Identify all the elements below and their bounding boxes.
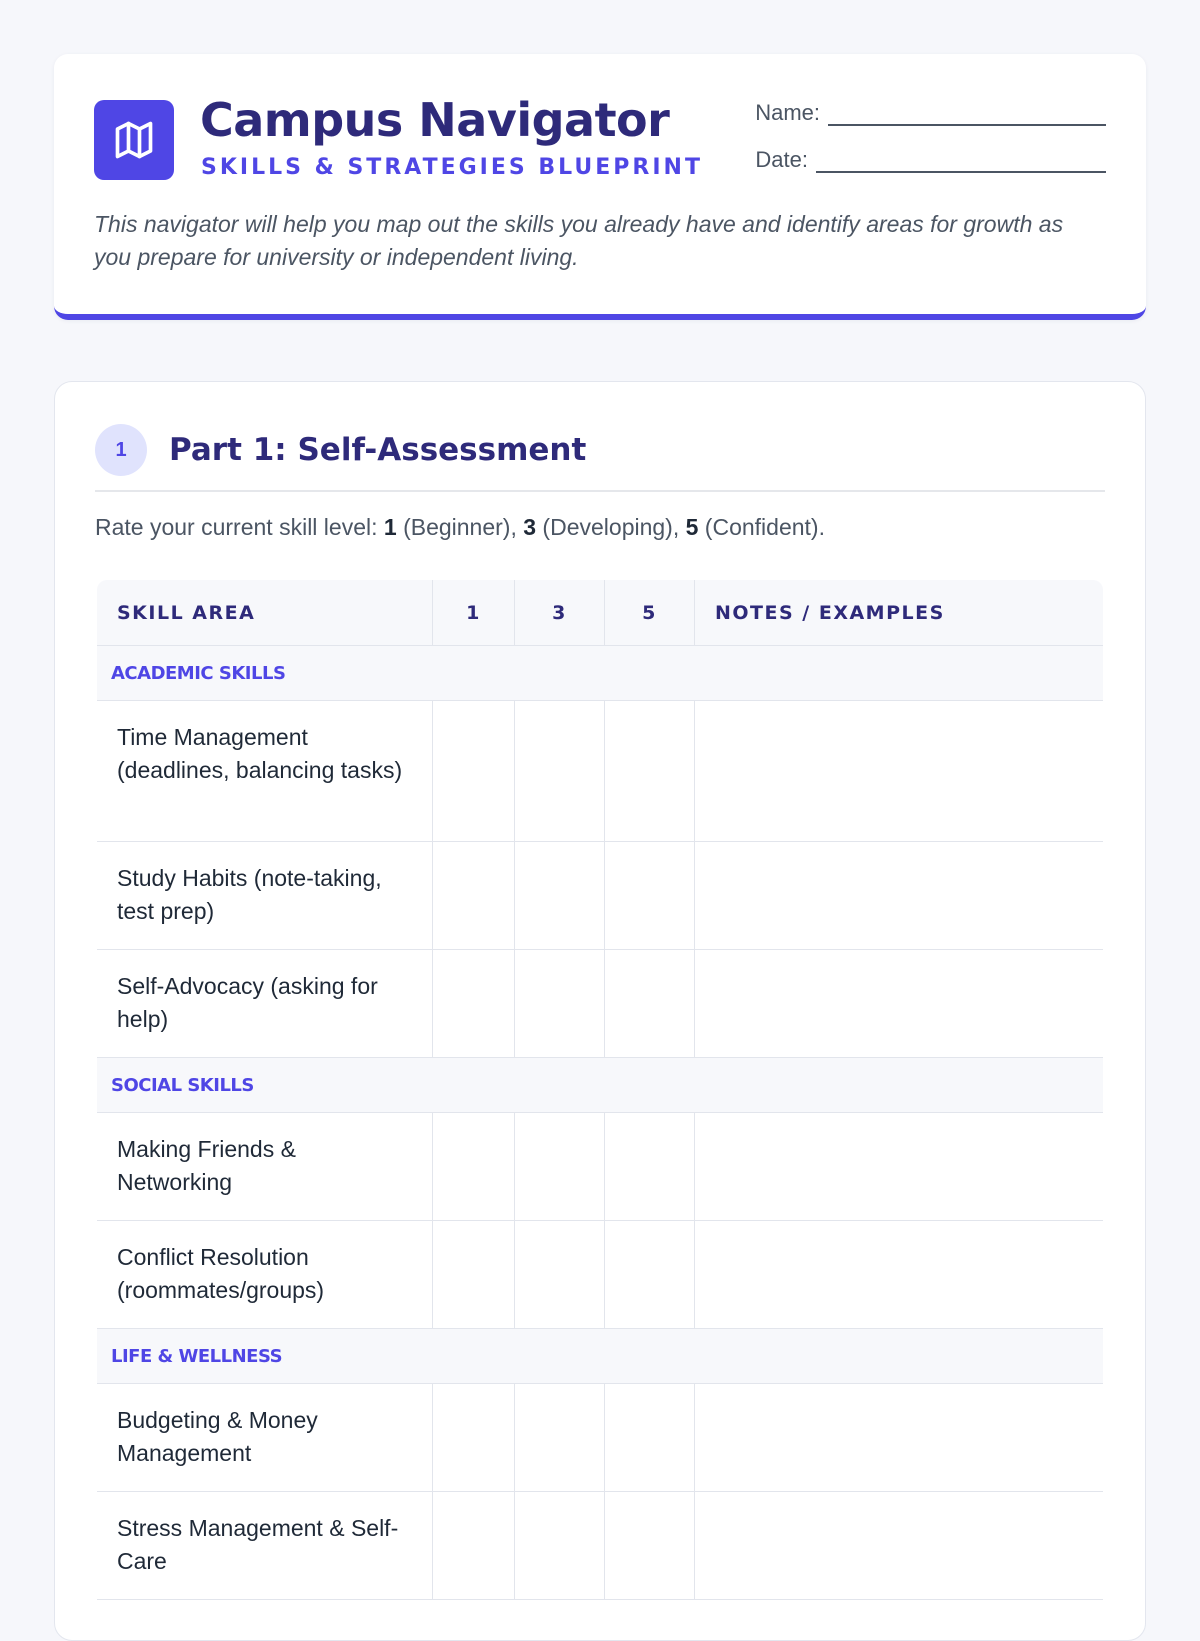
- table-row: [97, 1492, 1103, 1600]
- table-row: [97, 842, 1103, 950]
- category-label: SOCIAL SKILLS: [97, 1058, 1103, 1113]
- skill-name: Making Friends & Networking: [97, 1113, 433, 1221]
- table-row: [97, 701, 1103, 842]
- category-row: [97, 1329, 1103, 1384]
- category-row: [97, 646, 1103, 701]
- rating-cell-3[interactable]: [515, 1384, 605, 1492]
- intro-text: This navigator will help you map out the skills you already have and identify areas for growth as you prepare for university or independent living.: [94, 211, 1064, 270]
- notes-cell[interactable]: [695, 1492, 1103, 1600]
- column-header-1: 1: [433, 580, 515, 646]
- skill-name: Time Management (deadlines, balancing tasks): [97, 701, 433, 842]
- rating-3-label: (Developing),: [536, 514, 686, 540]
- rating-cell-5[interactable]: [605, 1384, 695, 1492]
- rating-3: 3: [523, 514, 537, 540]
- date-label: Date:: [755, 147, 808, 172]
- table-row: [97, 1384, 1103, 1492]
- notes-cell[interactable]: [695, 1384, 1103, 1492]
- name-field[interactable]: [755, 100, 1106, 126]
- column-header-3: 3: [515, 580, 605, 646]
- rating-cell-5[interactable]: [605, 1113, 695, 1221]
- table-row: [97, 1113, 1103, 1221]
- skills-table: [97, 580, 1103, 1600]
- table-row: [97, 950, 1103, 1058]
- rating-cell-3[interactable]: [515, 1492, 605, 1600]
- name-label: Name:: [755, 100, 820, 125]
- date-line[interactable]: [816, 147, 1106, 173]
- column-header-notes: NOTES / EXAMPLES: [695, 580, 1103, 646]
- table-row: [97, 1221, 1103, 1329]
- rating-5-label: (Confident).: [698, 514, 825, 540]
- skill-name: Conflict Resolution (roommates/groups): [97, 1221, 433, 1329]
- notes-cell[interactable]: [695, 1113, 1103, 1221]
- skill-name: Stress Management & Self-Care: [97, 1492, 433, 1600]
- section-title: Part 1: Self-Assessment: [169, 432, 587, 468]
- rating-cell-1[interactable]: [433, 1384, 515, 1492]
- category-label: LIFE & WELLNESS: [97, 1329, 1103, 1384]
- rating-cell-5[interactable]: [605, 701, 695, 842]
- rating-cell-1[interactable]: [433, 701, 515, 842]
- notes-cell[interactable]: [695, 701, 1103, 842]
- rating-1: 1: [383, 514, 397, 540]
- date-field[interactable]: [755, 147, 1106, 173]
- rating-cell-3[interactable]: [515, 950, 605, 1058]
- rating-1-label: (Beginner),: [396, 514, 524, 540]
- section-divider: [95, 490, 1105, 492]
- rating-cell-3[interactable]: [515, 1113, 605, 1221]
- notes-cell[interactable]: [695, 842, 1103, 950]
- table-header-row: [97, 580, 1103, 646]
- header-card: [54, 54, 1146, 320]
- self-assessment-section: [54, 381, 1146, 1641]
- rating-instructions: [95, 514, 825, 541]
- rating-cell-5[interactable]: [605, 950, 695, 1058]
- column-header-skill-area: SKILL AREA: [97, 580, 433, 646]
- rating-5: 5: [685, 514, 699, 540]
- rating-cell-1[interactable]: [433, 1113, 515, 1221]
- map-icon: [94, 100, 174, 180]
- skill-name: Study Habits (note-taking, test prep): [97, 842, 433, 950]
- rating-cell-1[interactable]: [433, 950, 515, 1058]
- category-label: ACADEMIC SKILLS: [97, 646, 1103, 701]
- notes-cell[interactable]: [695, 950, 1103, 1058]
- skill-name: Budgeting & Money Management: [97, 1384, 433, 1492]
- rating-cell-5[interactable]: [605, 842, 695, 950]
- skill-name: Self-Advocacy (asking for help): [97, 950, 433, 1058]
- rating-cell-3[interactable]: [515, 1221, 605, 1329]
- rating-prefix: Rate your current skill level:: [95, 514, 384, 540]
- rating-cell-1[interactable]: [433, 1492, 515, 1600]
- category-row: [97, 1058, 1103, 1113]
- page-title: Campus Navigator: [200, 93, 670, 147]
- notes-cell[interactable]: [695, 1221, 1103, 1329]
- column-header-5: 5: [605, 580, 695, 646]
- rating-cell-5[interactable]: [605, 1221, 695, 1329]
- rating-cell-3[interactable]: [515, 701, 605, 842]
- page-subtitle: SKILLS & STRATEGIES BLUEPRINT: [201, 155, 703, 180]
- section-number-badge: 1: [95, 424, 147, 476]
- name-line[interactable]: [828, 100, 1106, 126]
- rating-cell-1[interactable]: [433, 1221, 515, 1329]
- rating-cell-5[interactable]: [605, 1492, 695, 1600]
- rating-cell-3[interactable]: [515, 842, 605, 950]
- rating-cell-1[interactable]: [433, 842, 515, 950]
